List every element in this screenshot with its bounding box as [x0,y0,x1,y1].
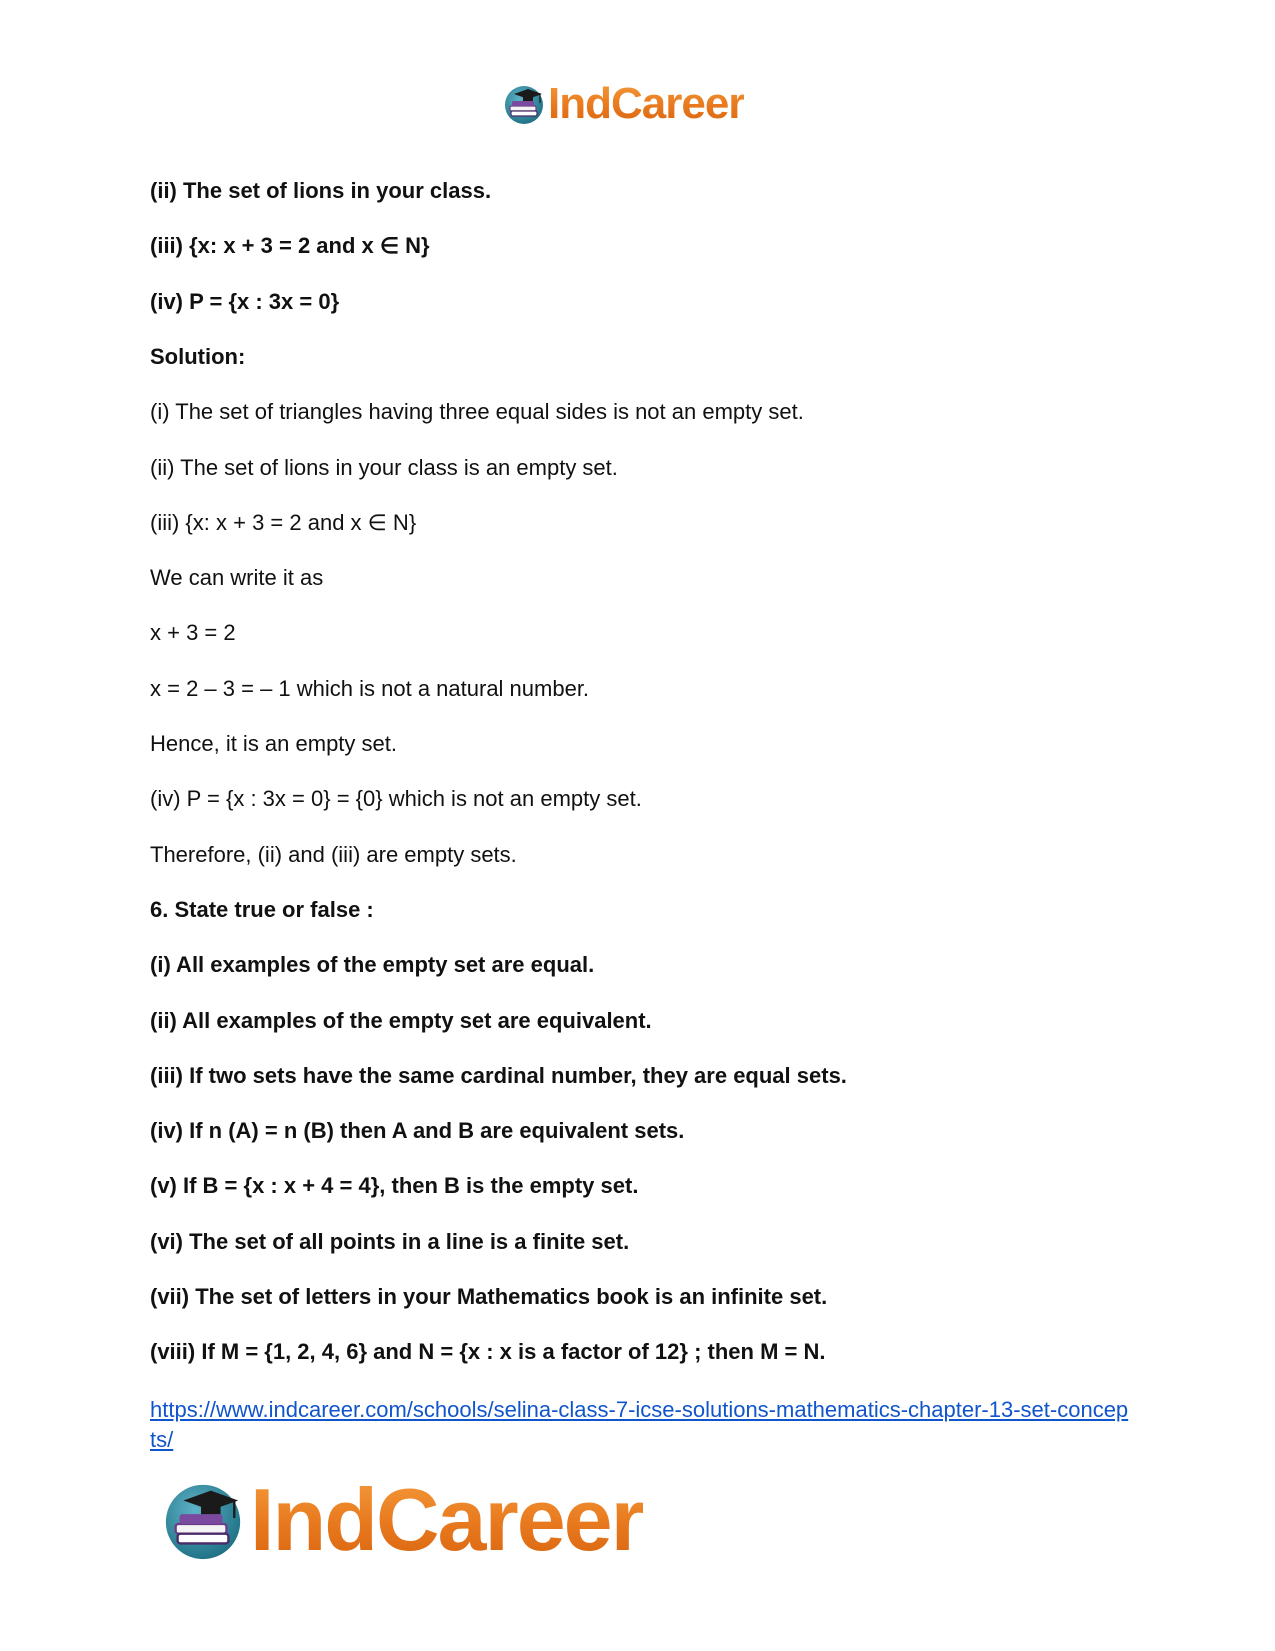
bold-text-line: (viii) If M = {1, 2, 4, 6} and N = {x : x is a factor of 12} ; then M = N. [150,1339,826,1364]
text-line: x + 3 = 2 [150,620,236,645]
text-line: Hence, it is an empty set. [150,731,397,756]
text-line: We can write it as [150,565,324,590]
header-logo [502,78,744,130]
bold-text-line: Solution: [150,344,246,369]
bold-text-line: (v) If B = {x : x + 4 = 4}, then B is the empty set. [150,1173,639,1198]
bold-text-line: (iii) {x: x + 3 = 2 and x ∈ N} [150,233,430,258]
bold-text-line: (vi) The set of all points in a line is a finite set. [150,1229,630,1254]
bold-text-line: (iii) If two sets have the same cardinal number, they are equal sets. [150,1063,847,1088]
bold-text-line: (i) All examples of the empty set are equal. [150,952,595,977]
logo-wordmark: IndCareer [548,79,745,128]
source-link[interactable]: https://www.indcareer.com/schools/selina-class-7-icse-solutions-mathematics-chapter-13-set-concepts/ [150,1397,1129,1452]
text-line: Therefore, (ii) and (iii) are empty sets. [150,842,517,867]
footer-logo [160,1470,643,1570]
graduation-cap-book-icon [502,82,546,126]
bold-text-line: (iv) If n (A) = n (B) then A and B are equivalent sets. [150,1118,685,1143]
text-line: (i) The set of triangles having three equal sides is not an empty set. [150,399,804,424]
bold-text-line: (vii) The set of letters in your Mathematics book is an infinite set. [150,1284,828,1309]
text-line: (ii) The set of lions in your class is an empty set. [150,455,618,480]
text-line: (iii) {x: x + 3 = 2 and x ∈ N} [150,510,417,535]
graduation-cap-book-icon [160,1477,246,1563]
text-line: (iv) P = {x : 3x = 0} = {0} which is not an empty set. [150,786,642,811]
bold-text-line: 6. State true or false : [150,897,374,922]
bold-text-line: (iv) P = {x : 3x = 0} [150,289,340,314]
bold-text-line: (ii) All examples of the empty set are equivalent. [150,1008,652,1033]
logo-wordmark: IndCareer [250,1470,643,1569]
bold-text-line: (ii) The set of lions in your class. [150,178,492,203]
text-line: x = 2 – 3 = – 1 which is not a natural number. [150,676,590,701]
